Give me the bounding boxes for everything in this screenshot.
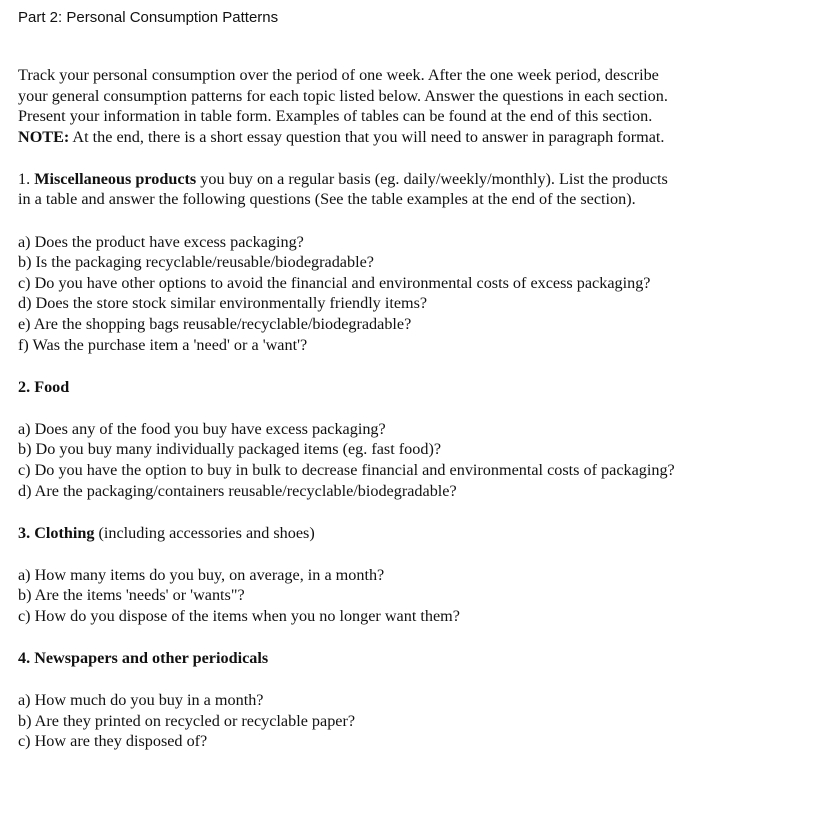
section-4-title-line: [18, 648, 818, 669]
section-1-header: [18, 169, 818, 210]
section-3-title-line: [18, 523, 818, 544]
question-item: a) How many items do you buy, on average, in a month?: [18, 565, 385, 584]
intro-line: Present your information in table form. Examples of tables can be found at the end of this section.: [18, 107, 653, 126]
section-title: Clothing: [34, 523, 95, 542]
question-item: c) How do you dispose of the items when you no longer want them?: [18, 606, 460, 625]
question-item: b) Are the items 'needs' or 'wants"?: [18, 586, 245, 605]
section-4-questions: [18, 690, 818, 752]
section-1-title-line-2: in a table and answer the following questions (See the table examples at the end of the section).: [18, 190, 636, 209]
section-number: 4.: [18, 648, 35, 667]
section-1-questions: [18, 232, 818, 356]
question-item: c) How are they disposed of?: [18, 732, 208, 751]
section-2-header: [18, 377, 818, 398]
question-item: f) Was the purchase item a 'need' or a 'want'?: [18, 335, 308, 354]
page-title: Part 2: Personal Consumption Patterns: [18, 9, 279, 26]
note-text: At the end, there is a short essay question that you will need to answer in paragraph format.: [69, 127, 665, 146]
document-body: [18, 65, 818, 752]
section-number: 3.: [18, 523, 35, 542]
question-item: b) Is the packaging recyclable/reusable/biodegradable?: [18, 253, 374, 272]
section-title-suffix: you buy on a regular basis (eg. daily/weekly/monthly). List the products: [196, 169, 668, 188]
section-title-suffix: (including accessories and shoes): [94, 523, 315, 542]
intro-note-line: [18, 127, 818, 148]
section-3-header: [18, 523, 818, 544]
question-item: e) Are the shopping bags reusable/recyclable/biodegradable?: [18, 314, 412, 333]
section-number: 2.: [18, 377, 35, 396]
question-item: c) Do you have other options to avoid the financial and environmental costs of excess packaging?: [18, 273, 651, 292]
section-2-questions: [18, 419, 818, 501]
question-item: d) Are the packaging/containers reusable/recyclable/biodegradable?: [18, 481, 457, 500]
section-number: 1.: [18, 169, 35, 188]
question-item: b) Are they printed on recycled or recyclable paper?: [18, 711, 356, 730]
section-4-header: [18, 648, 818, 669]
section-title: Miscellaneous products: [34, 169, 197, 188]
question-item: d) Does the store stock similar environmentally friendly items?: [18, 294, 428, 313]
section-1-title-line: [18, 169, 818, 190]
section-title: Food: [34, 377, 70, 396]
section-title: Newspapers and other periodicals: [34, 648, 269, 667]
intro-line: your general consumption patterns for each topic listed below. Answer the questions in each section.: [18, 86, 668, 105]
section-3-questions: [18, 565, 818, 627]
section-2-title-line: [18, 377, 818, 398]
question-item: a) Does any of the food you buy have excess packaging?: [18, 419, 386, 438]
question-item: a) Does the product have excess packaging?: [18, 232, 304, 251]
intro-paragraph: [18, 65, 818, 147]
question-item: a) How much do you buy in a month?: [18, 691, 264, 710]
intro-line: Track your personal consumption over the period of one week. After the one week period, describe: [18, 66, 659, 84]
question-item: c) Do you have the option to buy in bulk to decrease financial and environmental costs of packaging?: [18, 460, 675, 479]
question-item: b) Do you buy many individually packaged items (eg. fast food)?: [18, 440, 442, 459]
note-label: NOTE:: [18, 127, 70, 146]
